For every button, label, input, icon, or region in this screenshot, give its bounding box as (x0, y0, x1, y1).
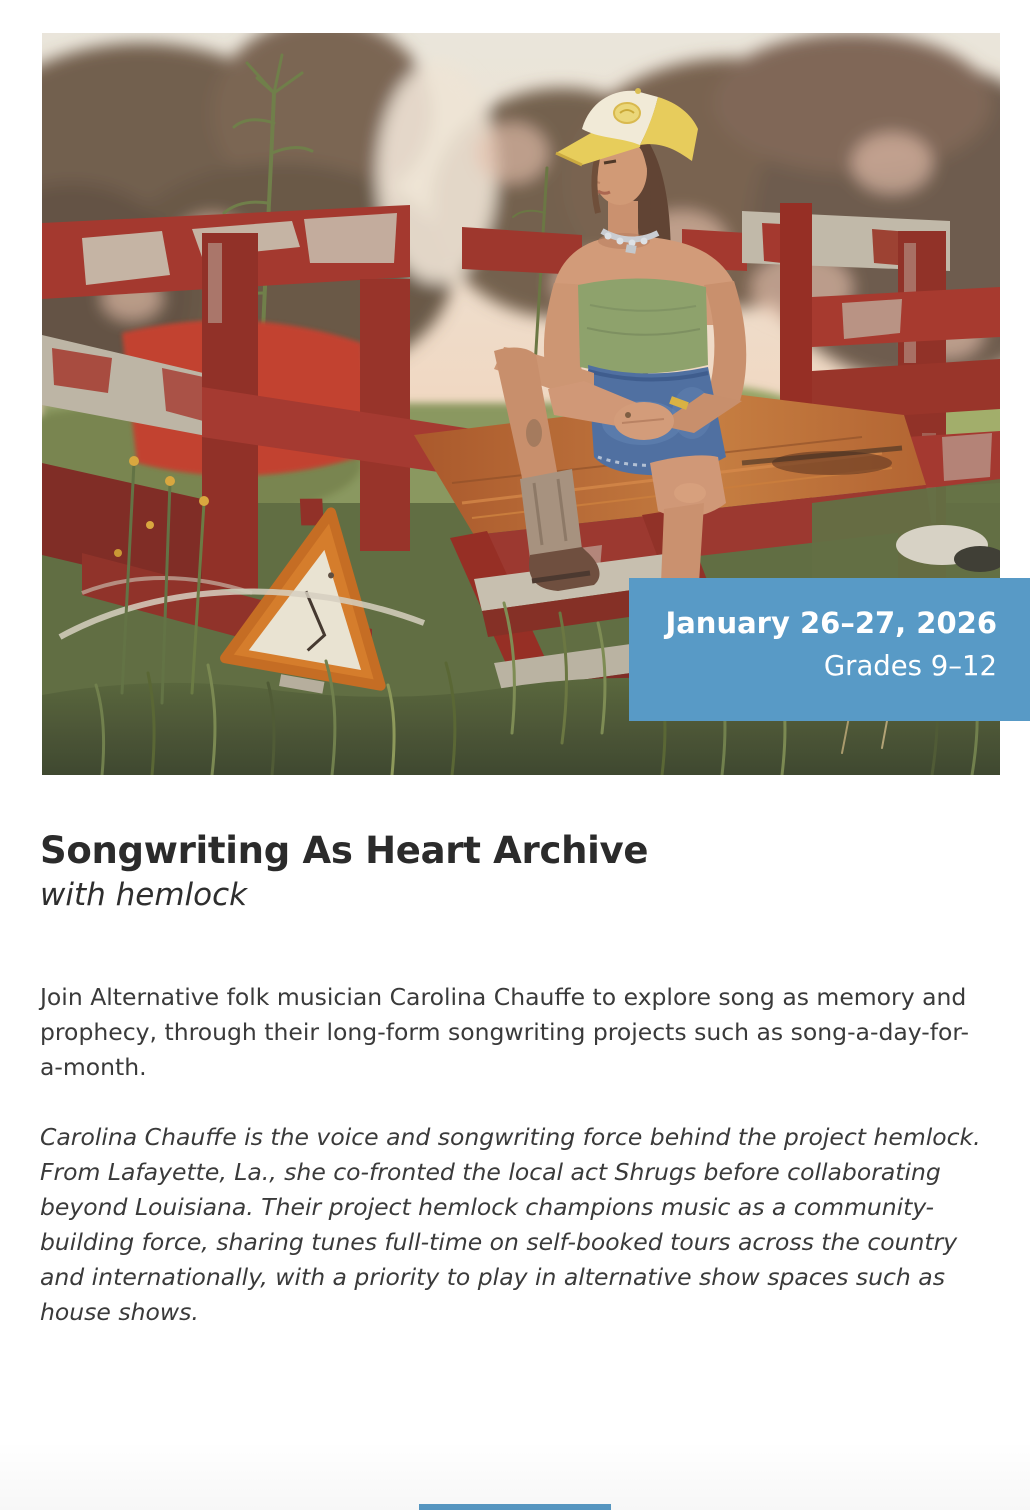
event-title: Songwriting As Heart Archive (40, 829, 649, 872)
event-description: Join Alternative folk musician Carolina Chauffe to explore song as memory and prophecy, through their long-form songwriting projects such as song-a-day-for-a-month. (40, 983, 970, 1081)
event-content (40, 828, 990, 1330)
event-dates: January 26–27, 2026 (665, 606, 997, 640)
date-banner (629, 578, 1030, 721)
next-section-button-edge[interactable] (419, 1504, 611, 1510)
artist-bio: Carolina Chauffe is the voice and songwriting force behind the project hemlock. From Lafayette, La., she co-fronted the local act Shrugs before collaborating beyond Louisiana. Their project hemlock champions music as a community-building force, sharing tunes full-time on self-booked tours across the country and internationally, with a priority to play in alternative show spaces such as house shows. (40, 1123, 981, 1326)
event-subtitle: with hemlock (40, 877, 248, 913)
event-grades: Grades 9–12 (823, 650, 997, 682)
